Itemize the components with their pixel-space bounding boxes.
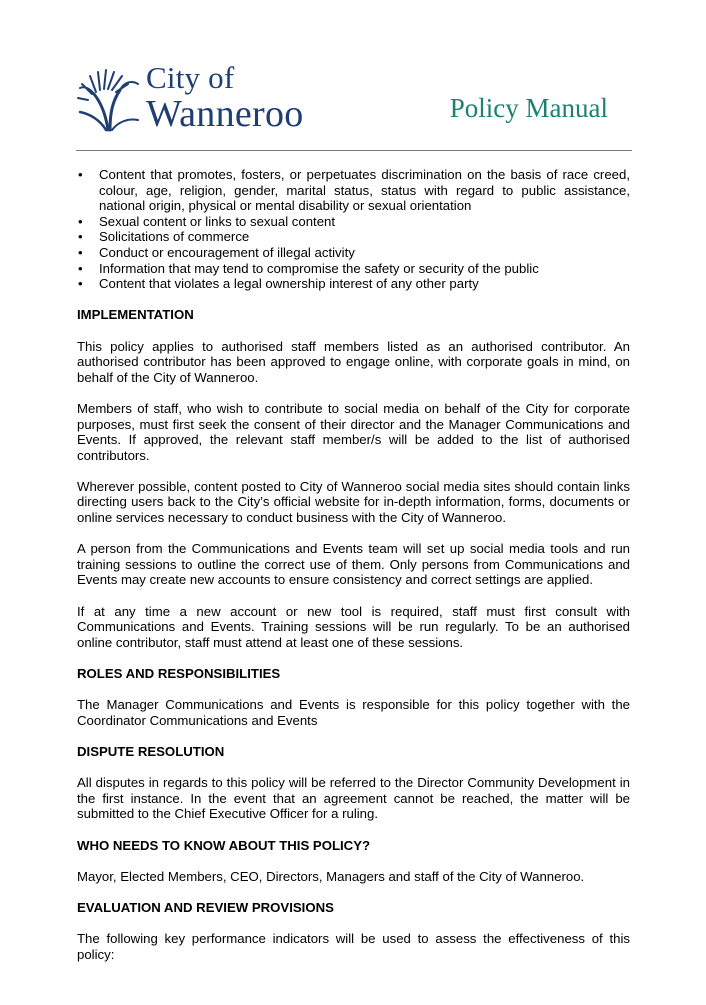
bullet-icon: • [78, 260, 83, 276]
city-of-wanneroo-logo-icon [76, 64, 146, 134]
list-item: • Conduct or encouragement of illegal activity [78, 244, 355, 260]
list-item: • Sexual content or links to sexual content [78, 213, 336, 229]
prohibited-content-list [77, 167, 630, 292]
who-needs-to-know-paragraph: Mayor, Elected Members, CEO, Directors, Managers and staff of the City of Wanneroo. [77, 868, 585, 884]
list-item: • Information that may tend to compromise the safety or security of the public [78, 260, 539, 276]
implementation-paragraph: This policy applies to authorised staff members listed as an authorised contributor. An authorised contributor has been approved to engage online, with corporate goals in mind, on behalf of the City of Wanneroo. [77, 338, 630, 385]
implementation-paragraph: If at any time a new account or new tool is required, staff must first consult with Communications and Events. Training sessions will be run regularly. To be an authorised online contributor, staff must attend at least one of these sessions. [77, 603, 630, 650]
roles-paragraph: The Manager Communications and Events is responsible for this policy together with the Coordinator Communications and Events [77, 697, 630, 728]
implementation-heading: IMPLEMENTATION [77, 307, 194, 323]
roles-heading: ROLES AND RESPONSIBILITIES [77, 666, 281, 681]
list-item: • Content that violates a legal ownership interest of any other party [78, 276, 479, 292]
dispute-heading: DISPUTE RESOLUTION [77, 743, 225, 759]
header-divider [76, 150, 632, 151]
bullet-icon: • [78, 167, 83, 182]
policy-manual-title: Policy Manual [449, 93, 608, 123]
logo-text-wanneroo: Wanneroo [146, 93, 304, 135]
list-item: • Content that promotes, fosters, or perpetuates discrimination on the basis of race creed, colour, age, religion, gender, marital status, status with regard to public assistance, national origin, physical or mental disability or sexual orientation [78, 167, 630, 214]
bullet-icon: • [78, 276, 83, 292]
dispute-paragraph: All disputes in regards to this policy will be referred to the Director Community Development in the first instance. In the event that an agreement cannot be reached, the matter will be submitted to the Chief Executive Officer for a ruling. [77, 775, 630, 822]
implementation-paragraph: Members of staff, who wish to contribute to social media on behalf of the City for corporate purposes, must first seek the consent of their director and the Manager Communications and Events. If approved, the relevant staff member/s will be added to the list of authorised contributors. [77, 400, 630, 463]
implementation-paragraph: A person from the Communications and Events team will set up social media tools and run training sessions to outline the correct use of them. Only persons from Communications and Events may create new accounts to ensure consistency and correct settings are applied. [77, 541, 630, 588]
document-body [77, 167, 630, 962]
logo-text-city-of: City of [146, 60, 235, 95]
bullet-icon: • [78, 244, 83, 260]
bullet-icon: • [78, 213, 83, 229]
implementation-paragraph: Wherever possible, content posted to City of Wanneroo social media sites should contain links directing users back to the City’s official website for in-depth information, forms, documents or online services necessary to conduct business with the City of Wanneroo. [77, 478, 630, 526]
who-needs-to-know-heading: WHO NEEDS TO KNOW ABOUT THIS POLICY? [77, 837, 371, 853]
list-item: • Solicitations of commerce [78, 229, 250, 245]
evaluation-paragraph: The following key performance indicators will be used to assess the effectiveness of this policy: [77, 931, 630, 962]
evaluation-heading: EVALUATION AND REVIEW PROVISIONS [77, 899, 334, 915]
page-header [0, 0, 706, 152]
bullet-icon: • [78, 229, 83, 245]
